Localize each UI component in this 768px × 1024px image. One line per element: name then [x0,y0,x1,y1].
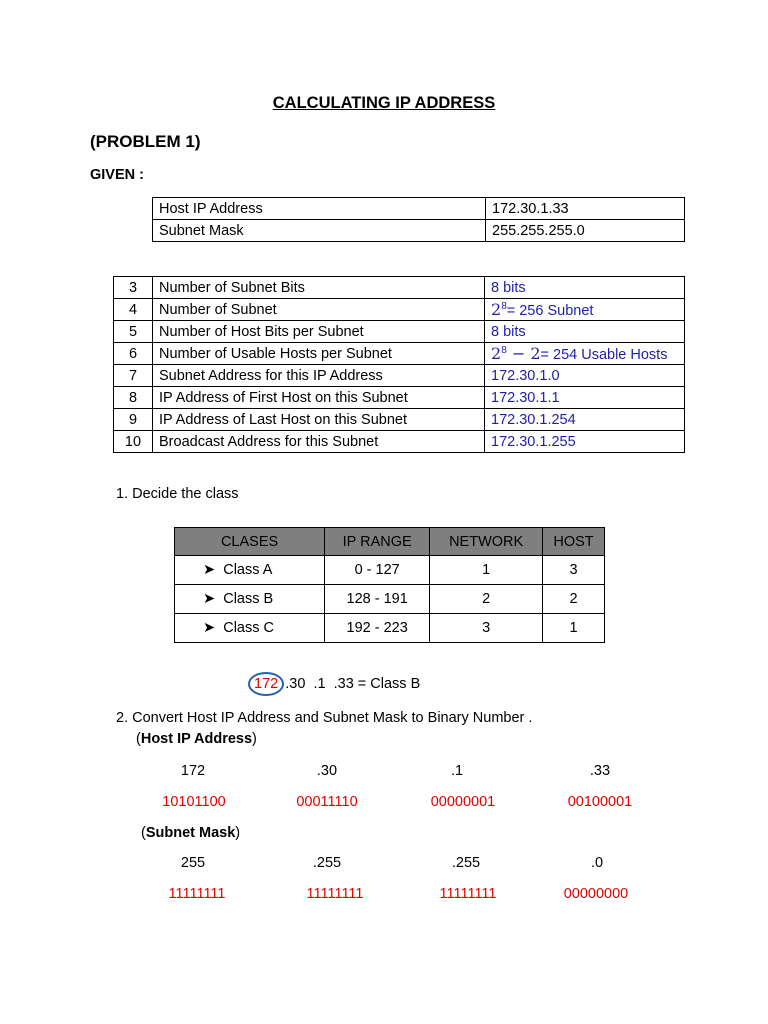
power-exponent: 8 [501,301,507,313]
network-octets: 1 [430,556,543,585]
given-label: Host IP Address [153,198,486,220]
table-row [114,387,685,409]
table-row [153,198,685,220]
given-table [152,197,685,242]
row-number: 5 [114,321,153,343]
row-value: 8 bits [485,321,685,343]
class-name: Class C [223,620,274,636]
column-header: NETWORK [430,528,543,556]
row-label: Number of Subnet [153,299,485,321]
column-header: CLASES [175,528,325,556]
ip-range: 128 - 191 [325,585,430,614]
subnet-mask-label: (Subnet Mask) [141,825,241,841]
ip-range: 192 - 223 [325,614,430,643]
host-ip-binary-row [0,794,768,814]
octet: 255 [180,855,206,871]
row-label: IP Address of Last Host on this Subnet [153,409,485,431]
table-row [114,299,685,321]
table-row [175,556,605,585]
row-number: 10 [114,431,153,453]
binary-octet: 11111111 [168,886,226,902]
class-cell [175,556,325,585]
given-value: 255.255.255.0 [486,220,685,242]
given-value: 172.30.1.33 [486,198,685,220]
binary-octet: 00100001 [567,794,633,810]
row-value: 8 bits [485,277,685,299]
table-row [175,585,605,614]
class-table [174,527,605,643]
octet: .30 [316,763,338,779]
circled-first-octet: 172 [251,676,281,692]
row-value: 172.30.1.255 [485,431,685,453]
row-label: Number of Host Bits per Subnet [153,321,485,343]
subnet-mask-binary-row [0,886,768,906]
row-label: Number of Subnet Bits [153,277,485,299]
row-number: 4 [114,299,153,321]
host-octets: 2 [543,585,605,614]
given-heading: GIVEN : [90,167,144,183]
power-base: 2 [491,300,502,319]
table-row [114,343,685,365]
table-header-row [175,528,605,556]
host-ip-label-text: Host IP Address [140,731,253,747]
row-value: = 256 Subnet [506,303,594,319]
octet: 172 [180,763,206,779]
host-octets: 3 [543,556,605,585]
ip-class-line [251,676,420,692]
row-label: Broadcast Address for this Subnet [153,431,485,453]
row-label: IP Address of First Host on this Subnet [153,387,485,409]
table-row [114,277,685,299]
row-value-cell [485,299,685,321]
arrow-bullet-icon: ➤ [203,591,224,607]
row-value: 172.30.1.1 [485,387,685,409]
octet: .1 [450,763,464,779]
arrow-bullet-icon: ➤ [203,620,224,636]
table-row [114,431,685,453]
table-row [153,220,685,242]
network-octets: 2 [430,585,543,614]
class-name: Class B [223,591,274,607]
row-value: = 254 Usable Hosts [540,347,668,363]
host-ip-octets-row [0,763,768,783]
table-row [175,614,605,643]
step-2-heading: 2. Convert Host IP Address and Subnet Mask to Binary Number . [116,710,533,726]
host-ip-label: (Host IP Address) [136,731,257,747]
binary-octet: 00011110 [296,794,358,810]
binary-octet: 10101100 [162,794,226,810]
problem-heading: (PROBLEM 1) [90,132,201,151]
ip-range: 0 - 127 [325,556,430,585]
ip-class-rest: .30 .1 .33 = Class B [281,676,421,692]
answers-table [113,276,685,453]
given-label: Subnet Mask [153,220,486,242]
row-label: Subnet Address for this IP Address [153,365,485,387]
host-octets: 1 [543,614,605,643]
binary-octet: 00000000 [563,886,629,902]
subnet-mask-label-text: Subnet Mask [145,825,236,841]
class-cell [175,585,325,614]
row-number: 6 [114,343,153,365]
column-header: HOST [543,528,605,556]
step-1-heading: 1. Decide the class [116,486,239,502]
network-octets: 3 [430,614,543,643]
octet: .255 [451,855,481,871]
class-cell [175,614,325,643]
subnet-mask-octets-row [0,855,768,875]
octet: .0 [590,855,604,871]
page-title: CALCULATING IP ADDRESS [272,94,496,112]
class-name: Class A [223,562,273,578]
arrow-bullet-icon: ➤ [203,562,224,578]
octet: .255 [312,855,342,871]
table-row [114,409,685,431]
binary-octet: 00000001 [430,794,496,810]
column-header: IP RANGE [325,528,430,556]
table-row [114,365,685,387]
row-value: 172.30.1.0 [485,365,685,387]
power-base: 2 [491,344,502,363]
binary-octet: 11111111 [306,886,364,902]
row-number: 7 [114,365,153,387]
row-number: 3 [114,277,153,299]
power-minus: − 2 [506,344,541,363]
octet: .33 [589,763,611,779]
table-row [114,321,685,343]
row-label: Number of Usable Hosts per Subnet [153,343,485,365]
power-exponent: 8 [501,345,507,357]
row-value: 172.30.1.254 [485,409,685,431]
binary-octet: 11111111 [439,886,497,902]
row-number: 9 [114,409,153,431]
row-number: 8 [114,387,153,409]
row-value-cell [485,343,685,365]
